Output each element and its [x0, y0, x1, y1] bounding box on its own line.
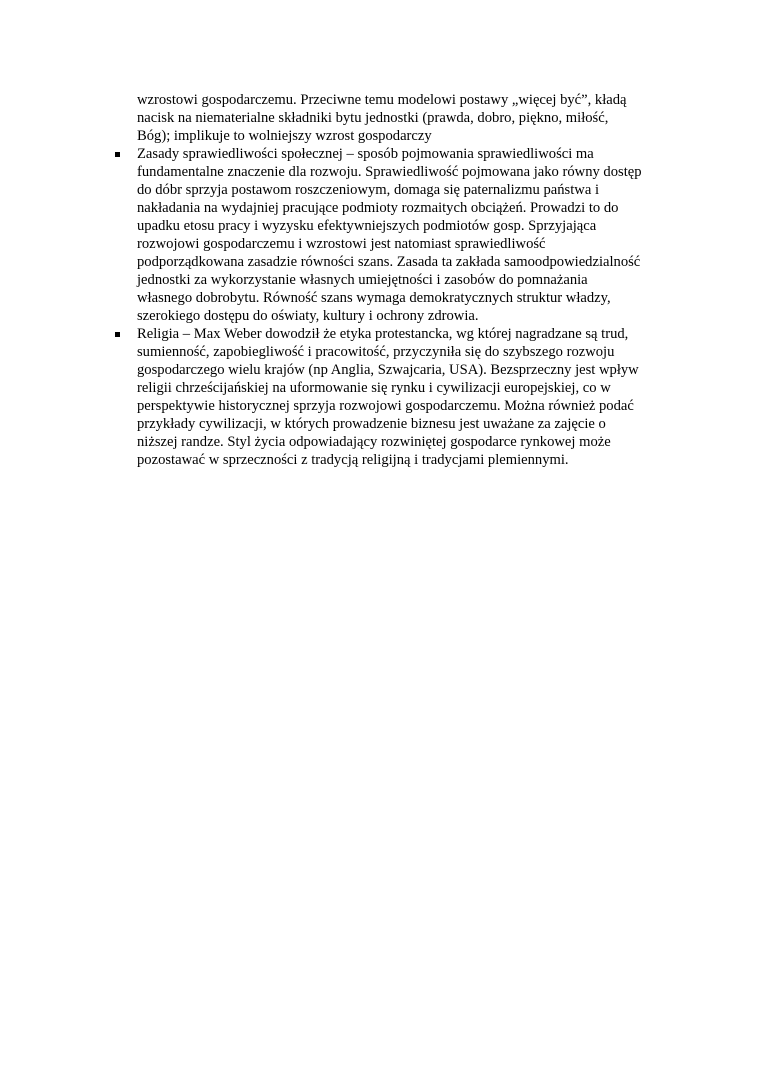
text-line: Bóg); implikuje to wolniejszy wzrost gospodarczy — [137, 128, 432, 144]
text-line: rozwojowi gospodarczemu i wzrostowi jest natomiast sprawiedliwość — [137, 236, 546, 252]
text-line: podporządkowana zasadzie równości szans. Zasada ta zakłada samoodpowiedzialność — [137, 254, 641, 270]
bullet-item-social-justice — [137, 145, 677, 325]
text-line: Zasady sprawiedliwości społecznej – sposób pojmowania sprawiedliwości ma — [137, 146, 594, 162]
document-body — [137, 91, 677, 469]
square-bullet-icon — [115, 145, 121, 163]
text-line: gospodarczego wielu krajów (np Anglia, Szwajcaria, USA). Bezsprzeczny jest wpływ — [137, 362, 639, 378]
text-line: szerokiego dostępu do oświaty, kultury i ochrony zdrowia. — [137, 308, 479, 324]
text-line: niższej randze. Styl życia odpowiadający rozwiniętej gospodarce rynkowej może — [137, 434, 611, 450]
text-line: perspektywie historycznej sprzyja rozwojowi gospodarczemu. Można również podać — [137, 398, 634, 414]
text-line: Religia – Max Weber dowodził że etyka protestancka, wg której nagradzane są trud, — [137, 326, 629, 342]
text-line: sumienność, zapobiegliwość i pracowitość, przyczyniła się do szybszego rozwoju — [137, 344, 615, 360]
bullet-item-religion — [137, 325, 677, 469]
text-line: nacisk na niematerialne składniki bytu jednostki (prawda, dobro, piękno, miłość, — [137, 110, 609, 126]
square-bullet-icon — [115, 325, 121, 343]
text-line: fundamentalne znaczenie dla rozwoju. Sprawiedliwość pojmowana jako równy dostęp — [137, 164, 642, 180]
text-line: jednostki za wykorzystanie własnych umiejętności i zasobów do pomnażania — [137, 272, 588, 288]
text-line: nakładania na wydajniej pracujące podmioty rozmaitych obciążeń. Prowadzi to do — [137, 200, 619, 216]
text-line: pozostawać w sprzeczności z tradycją religijną i tradycjami plemiennymi. — [137, 452, 569, 468]
continuation-paragraph — [137, 91, 677, 145]
text-line: własnego dobrobytu. Równość szans wymaga demokratycznych struktur władzy, — [137, 290, 611, 306]
text-line: przykłady cywilizacji, w których prowadzenie biznesu jest uważane za zajęcie o — [137, 416, 606, 432]
text-line: religii chrześcijańskiej na uformowanie się rynku i cywilizacji europejskiej, co w — [137, 380, 611, 396]
text-line: upadku etosu pracy i wyzysku efektywniejszych podmiotów gosp. Sprzyjająca — [137, 218, 597, 234]
text-line: wzrostowi gospodarczemu. Przeciwne temu modelowi postawy „więcej być”, kładą — [137, 92, 627, 108]
text-line: do dóbr sprzyja postawom roszczeniowym, domaga się paternalizmu państwa i — [137, 182, 600, 198]
